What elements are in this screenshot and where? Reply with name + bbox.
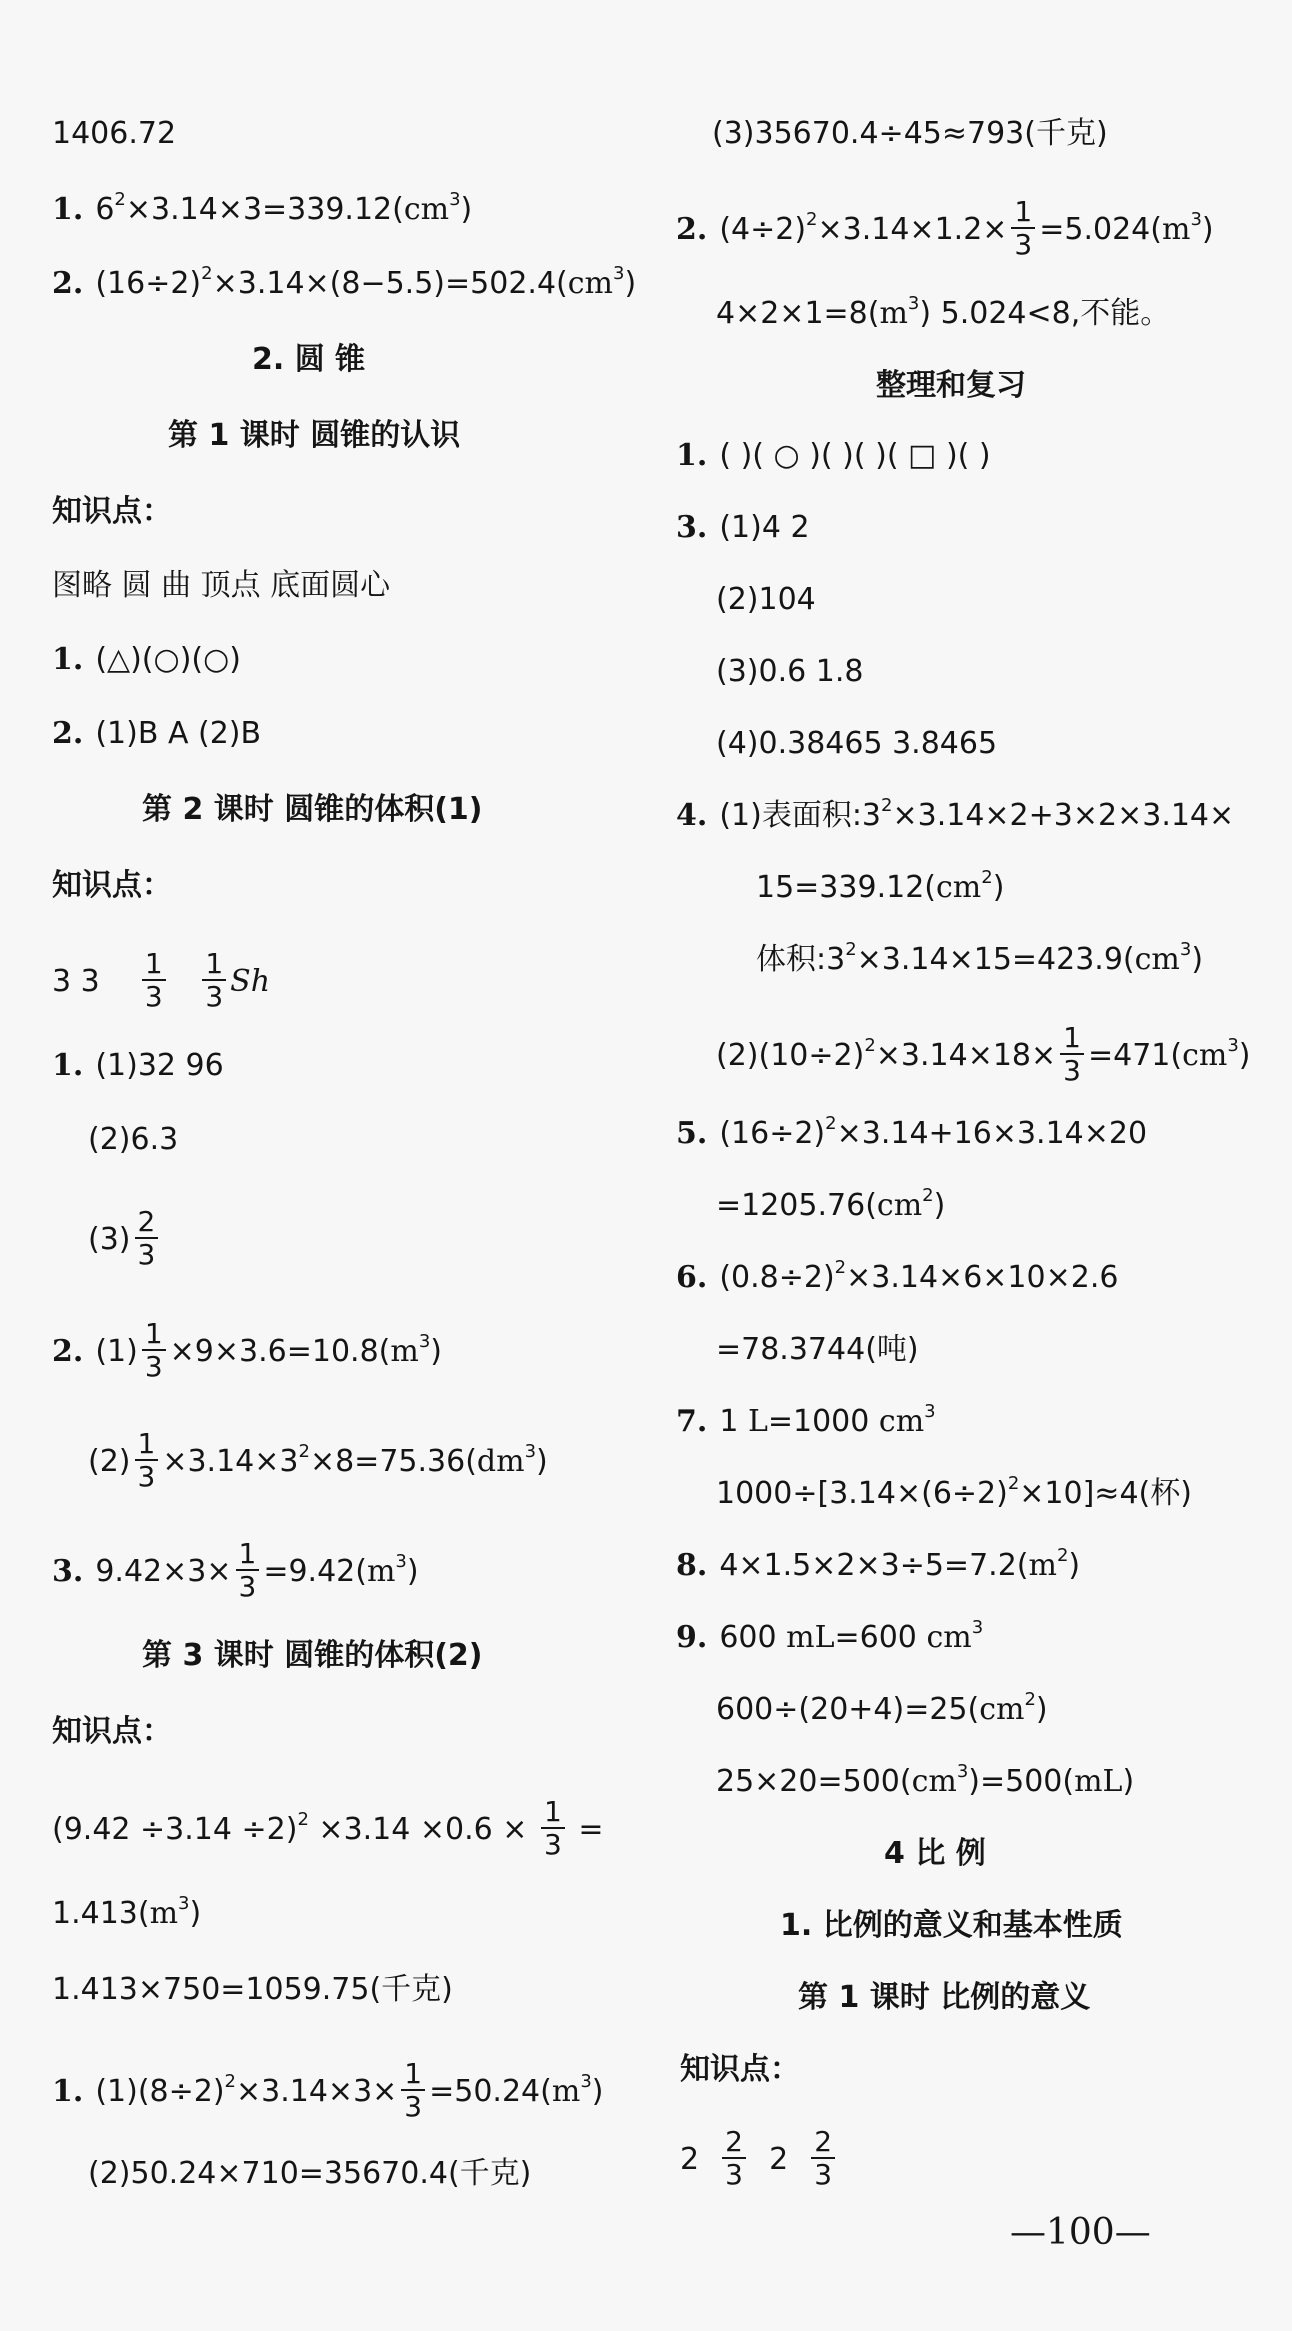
answer-line: 3. 9.42×3× $\frac{1}{3}$ $=9.42(m^3)$ [52,1537,419,1603]
answer-line: 1. (1)32 96 [52,1048,224,1083]
answer-line: 1. ( )( ○ )( )( )( □ )( ) [676,438,991,473]
answer-line: 3. (1)4 2 [676,510,810,545]
fraction: $\frac{1}{3}$ [142,1320,166,1381]
fraction: $\frac{1}{3}$ [541,1798,565,1859]
section-heading: 1. 比例的意义和基本性质 [780,1908,1123,1943]
answer-line: (4)0.38465 3.8465 [716,726,998,761]
answer-line: 6. $(0.8\div 2)^2\times 3.14\times 6\times 10\times 2.6$ [676,1257,1119,1295]
answer-line: 8. $4\times 1.5\times 2\times 3\div 5=7.2(m^2)$ [676,1545,1081,1583]
lesson-heading: 第 1 课时 比例的意义 [798,1980,1091,2015]
fraction: $\frac{1}{3}$ [135,1430,159,1491]
answer-line: 4. (1)表面积$:3^2\times 3.14\times 2+3\times 2\times 3.14\times$ [676,795,1235,833]
answer-line: 1. (△)(○)(○) [52,642,241,677]
answer-line: (2) $\frac{1}{3}$ $\times 3.14\times 3^2\times 8=75.36(dm^3)$ [88,1427,548,1493]
section-heading: 整理和复习 [876,368,1026,403]
knowledge-point-label: 知识点： [52,868,172,903]
answer-line: 图略 圆 曲 顶点 底面圆心 [52,568,391,603]
knowledge-point-label: 知识点： [52,1714,172,1749]
fraction: $\frac{2}{3}$ [811,2128,835,2189]
answer-line: 1. $6^2\times 3.14\times 3=339.12(cm^3)$ [52,189,473,227]
answer-line: 2. (1) $\frac{1}{3}$ $\times 9\times 3.6=10.8(m^3)$ [52,1317,442,1383]
answer-line: 1. $(1)(8\div 2)^2\times 3.14\times 3\times$ $\frac{1}{3}$ $=50.24(m^3)$ [52,2057,604,2123]
knowledge-point-label: 知识点： [52,494,172,529]
answer-line: (2)50.24×710=35670.4(千克) [88,2156,532,2191]
fraction: $\frac{1}{3}$ [236,1540,260,1601]
answer-line: $=1205.76(cm^2)$ [716,1185,946,1223]
answer-line: $1000\div[3.14\times(6\div 2)^2\times 10]\approx 4$(杯) [716,1473,1192,1511]
answer-line: (2)6.3 [88,1122,179,1157]
answer-line: (3)35670.4÷45≈793(千克) [712,116,1108,151]
answer-line: (3) $\frac{2}{3}$ [88,1210,162,1271]
fraction: $\frac{1}{3}$ [142,950,166,1011]
answer-line: 9. 600 mL=600 $cm^3$ [676,1617,984,1655]
section-heading: 2. 圆 锥 [252,342,366,377]
answer-line: $(2)(10\div 2)^2\times 3.14\times 18\times$ $\frac{1}{3}$ $=471(cm^3)$ [716,1021,1251,1087]
answer-line: (2)104 [716,582,816,617]
answer-line: 3 3 $\frac{1}{3}$ $\frac{1}{3}$ Sh [52,947,271,1013]
answer-line: $15=339.12(cm^2)$ [756,867,1005,905]
lesson-heading: 第 2 课时 圆锥的体积(1) [142,792,483,827]
answer-line: 5. $(16\div 2)^2\times 3.14+16\times 3.14\times 20$ [676,1113,1148,1151]
fraction: $\frac{1}{3}$ [1060,1024,1084,1085]
lesson-heading: 第 1 课时 圆锥的认识 [168,418,461,453]
fraction: $\frac{2}{3}$ [722,2128,746,2189]
answer-line: (3)0.6 1.8 [716,654,864,689]
lesson-heading: 第 3 课时 圆锥的体积(2) [142,1638,483,1673]
answer-line: $25\times 20=500(cm^3)=500(mL)$ [716,1761,1135,1799]
answer-line: $600\div(20+4)=25(cm^2)$ [716,1689,1048,1727]
answer-line: $1.413(m^3)$ [52,1893,202,1931]
answer-line: 2. $(16\div 2)^2\times 3.14\times(8-5.5)=502.4(cm^3)$ [52,263,637,301]
answer-line: 7. 1 L=1000 $cm^3$ [676,1401,936,1439]
fraction: $\frac{1}{3}$ [401,2060,425,2121]
answer-line: $4\times 2\times 1=8(m^3)$ 5.024<8,不能。 [716,293,1171,331]
fraction: $\frac{1}{3}$ [202,950,226,1011]
answer-line: =78.3744(吨) [716,1332,919,1367]
answer-line: 2. (1)B A (2)B [52,716,262,751]
answer-line: 体积$:3^2\times 3.14\times 15=423.9(cm^3)$ [756,939,1204,977]
knowledge-point-label: 知识点： [680,2052,800,2087]
answer-line: 1406.72 [52,116,177,151]
fraction: $\frac{2}{3}$ [135,1208,159,1269]
answer-line: 2. $(4\div 2)^2\times 3.14\times 1.2\times$ $\frac{1}{3}$ $=5.024(m^3)$ [676,195,1214,261]
page-number: —100— [1010,2212,1151,2253]
answer-line: $(9.42 \div 3.14 \div 2)^2 \times 3.14 \times 0.6$ × $\frac{1}{3}$ = [52,1795,604,1861]
answer-line: 2 $\frac{2}{3}$ 2 $\frac{2}{3}$ [680,2130,839,2191]
chapter-heading: 4 比 例 [884,1836,986,1871]
answer-line: 1.413×750=1059.75(千克) [52,1972,453,2007]
fraction: $\frac{1}{3}$ [1011,198,1035,259]
